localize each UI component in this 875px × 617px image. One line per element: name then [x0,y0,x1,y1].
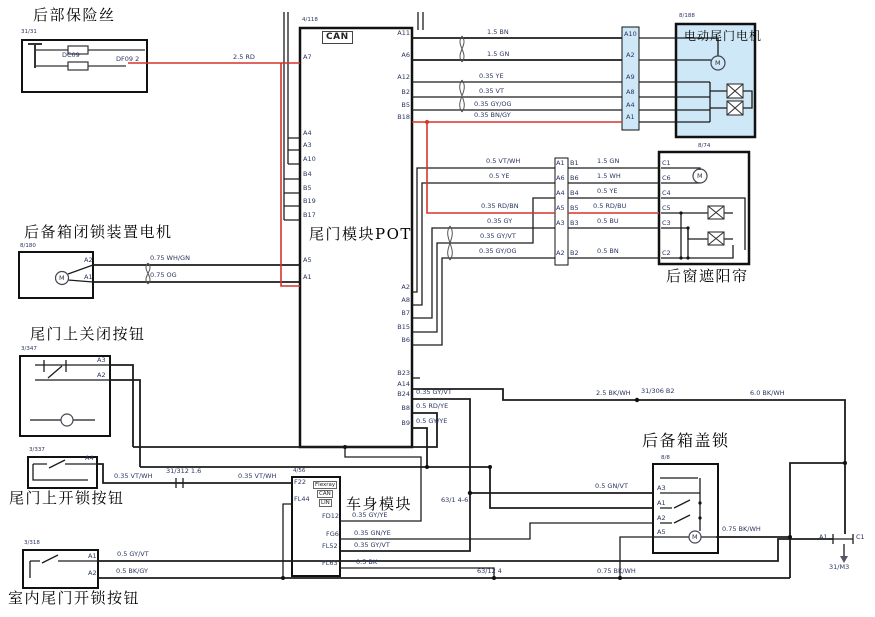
body-module-id: 4/56 [293,468,306,474]
inline-pin-b1: B1 [570,159,579,167]
close-button-pin-a3: A3 [97,356,106,364]
wire-05-bkgy: 0.5 BK/GY [116,567,148,575]
interior-pin-a1: A1 [88,552,97,560]
lock-motor-m-icon: M [59,274,65,282]
tg-pin-a10: A10 [624,30,637,38]
ground-symbol [840,556,848,563]
sunshade-pin-c1: C1 [662,159,671,167]
pot-pin-a14: A14 [397,380,410,388]
bottom-splice-label: 63/12 4 [477,567,502,575]
inline-pin-b4: B4 [570,189,579,197]
wire-05-ye-l: 0.5 YE [489,172,510,180]
ground-pin-a1: A1 [819,533,828,541]
tailgate-motor-title: 电动尾门电机 [684,29,763,43]
splice-63-1-label: 63/1 4-6 [441,496,469,504]
pot-pin-a3: A3 [303,141,312,149]
body-pin-fl63: FL63 [322,559,338,567]
pot-pin-b9: B9 [401,419,410,427]
ground-pin-c1: C1 [856,533,865,541]
trunk-lock-title: 后备箱盖锁 [642,431,730,450]
inline-pin-b3: B3 [570,219,579,227]
wire-075-bkwh-out: 0.75 BK/WH [722,525,761,533]
unlock-button-pin-a4: A4 [85,454,94,462]
sunshade-motor-m-icon: M [697,172,703,180]
pot-pin-b5r: B5 [401,101,410,109]
inline-pin-a4: A4 [556,189,565,197]
inline-pin-b6: B6 [570,174,579,182]
pot-pin-b4: B4 [303,170,312,178]
close-button-box [20,356,110,436]
fuse-title: 后部保险丝 [33,6,116,24]
inline-pin-b5: B5 [570,204,579,212]
inline-pin-a6: A6 [556,174,565,182]
body-pin-fl52: FL52 [322,542,338,550]
wire-035-vtwh-2: 0.35 VT/WH [238,472,277,480]
pot-pin-b5: B5 [303,184,312,192]
wire-035-vt: 0.35 VT [479,87,504,95]
wire-05-gnvt: 0.5 GN/VT [595,482,628,490]
body-bus-lin: LIN [321,500,330,506]
inline-pin-a1: A1 [556,159,565,167]
wire-1-5-gn: 1.5 GN [487,50,510,58]
sunshade-pin-c4: C4 [662,189,671,197]
pot-pin-b8: B8 [401,404,410,412]
wire-1-5-wh: 1.5 WH [597,172,621,180]
close-button-pin-a2: A2 [97,371,106,379]
wire-05-bk: 0.5 BK [356,558,378,566]
sunshade-pin-c3: C3 [662,219,671,227]
sunshade-id: 8/74 [698,143,711,149]
junction-dots-red [425,120,429,124]
unlock-button-id: 3/337 [29,447,45,453]
wire-035-ye: 0.35 YE [479,72,504,80]
lock-motor-title: 后备箱闭锁装置电机 [24,223,173,241]
unlock-splice-label: 31/312 1.6 [166,467,202,475]
sunshade-pin-c6: C6 [662,174,671,182]
tailgate-motor-id: 8/188 [679,13,695,19]
interior-button-id: 3/318 [24,540,40,546]
wire-035-gyvt-b: 0.35 GY/VT [354,541,390,549]
wire-05-bn: 0.5 BN [597,247,619,255]
tg-pin-a1: A1 [626,113,635,121]
pot-pin-a12: A12 [397,73,410,81]
close-button-title: 尾门上关闭按钮 [30,325,146,343]
body-pin-fd12: FD12 [322,512,340,520]
body-bus-flexray: Flexray [315,482,336,488]
wire-6-0-bkwh: 6.0 BK/WH [750,389,785,397]
pot-module-title: 尾门模块POT [309,225,412,243]
wire-075-bkwh-bottom: 0.75 BK/WH [597,567,636,575]
wire-035-gnye: 0.35 GN/YE [354,529,391,537]
wire-035-gyog: 0.35 GY/OG [474,100,512,108]
pot-pin-b18: B18 [397,113,410,121]
trunk-pin-a1: A1 [657,499,666,507]
pot-pin-a10: A10 [303,155,316,163]
unlock-button-title: 尾门上开锁按钮 [9,489,125,507]
pot-pin-b2: B2 [401,88,410,96]
body-module-title: 车身模块 [346,495,413,513]
pot-pin-b15: B15 [397,323,410,331]
wire-05-bu: 0.5 BU [597,217,619,225]
trunk-lock-id: 8/8 [661,455,670,461]
body-pin-f22: F22 [294,478,307,486]
pot-can-label: CAN [322,31,353,44]
lock-motor-pin-a1: A1 [84,273,93,281]
pot-pin-a5: A5 [303,256,312,264]
inline-pin-a3: A3 [556,219,565,227]
wire-035-gyog-l: 0.35 GY/OG [479,247,517,255]
wire-035-gyye: 0.35 GY/YE [352,511,388,519]
ground-label: 31/M3 [829,563,850,571]
body-pin-fl44: FL44 [294,495,310,503]
wire-2-5-bkwh: 2.5 BK/WH [596,389,631,397]
lock-motor-pin-a2: A2 [84,256,93,264]
sunshade-pin-c2: C2 [662,249,671,257]
tailgate-motor-m-icon: M [715,59,721,67]
fuse-output-label: DF09 2 [116,55,140,63]
close-button-id: 3/347 [21,346,37,352]
trunk-pin-a2: A2 [657,514,666,522]
pot-pin-b19: B19 [303,197,316,205]
pot-pin-a7: A7 [303,53,312,61]
wire-035-vtwh-1: 0.35 VT/WH [114,472,153,480]
interior-button-box [23,550,98,588]
wire-075-whgn: 0.75 WH/GN [150,254,190,262]
sunshade-box [659,152,749,264]
pot-pin-a4: A4 [303,129,312,137]
pot-pin-a8: A8 [401,296,410,304]
wire-035-gy: 0.35 GY [487,217,513,225]
pot-pin-a2: A2 [401,283,410,291]
sunshade-pin-c5: C5 [662,204,671,212]
wire-035-gyvt-l: 0.35 GY/VT [480,232,516,240]
pot-pin-b6: B6 [401,336,410,344]
interior-pin-a2: A2 [88,569,97,577]
trunk-pin-a3: A3 [657,484,666,492]
fuse-element-label: DC09 [62,51,80,59]
pot-id: 4/118 [302,17,318,23]
tg-pin-a4: A4 [626,101,635,109]
pot-pin-a11: A11 [397,29,410,37]
wire-035-bngy: 0.35 BN/GY [474,111,511,119]
wire-05-rdbu: 0.5 RD/BU [593,202,627,210]
fuse-id: 31/31 [21,29,37,35]
inline-pin-b2: B2 [570,249,579,257]
body-bus-can: CAN [319,491,331,497]
inline-pin-a2: A2 [556,249,565,257]
wire-05-vtwh: 0.5 VT/WH [486,157,521,165]
wire-05-rdye: 0.5 RD/YE [416,402,449,410]
wire-1-5-gn-r: 1.5 GN [597,157,620,165]
tg-pin-a8: A8 [626,88,635,96]
inline-pin-a5: A5 [556,204,565,212]
wire-2-5-rd: 2.5 RD [233,53,255,61]
pot-pin-b24: B24 [397,390,410,398]
tg-pin-a2: A2 [626,51,635,59]
pot-pin-a6: A6 [401,51,410,59]
trunk-motor-m-icon: M [692,533,698,541]
pot-pin-a1: A1 [303,273,312,281]
power-splice-label: 31/306 B2 [641,387,675,395]
trunk-pin-a5: A5 [657,528,666,536]
lock-motor-id: 8/180 [20,243,36,249]
wire-035-gyvt-low: 0.35 GY/VT [416,388,452,396]
wire-05-ye-r: 0.5 YE [597,187,618,195]
sunshade-title: 后窗遮阳帘 [666,267,749,285]
body-pin-fg6: FG6 [326,530,339,538]
pot-pin-b23: B23 [397,369,410,377]
tg-pin-a9: A9 [626,73,635,81]
wire-035-rdbn: 0.35 RD/BN [481,202,519,210]
wire-05-gyvt: 0.5 GY/VT [117,550,149,558]
wire-075-og: 0.75 OG [150,271,177,279]
wire-1-5-bn: 1.5 BN [487,28,509,36]
wire-05-gyye: 0.5 GY/YE [416,417,448,425]
pot-pin-b17: B17 [303,211,316,219]
pot-pin-b7: B7 [401,309,410,317]
interior-button-title: 室内尾门开锁按钮 [8,589,141,607]
